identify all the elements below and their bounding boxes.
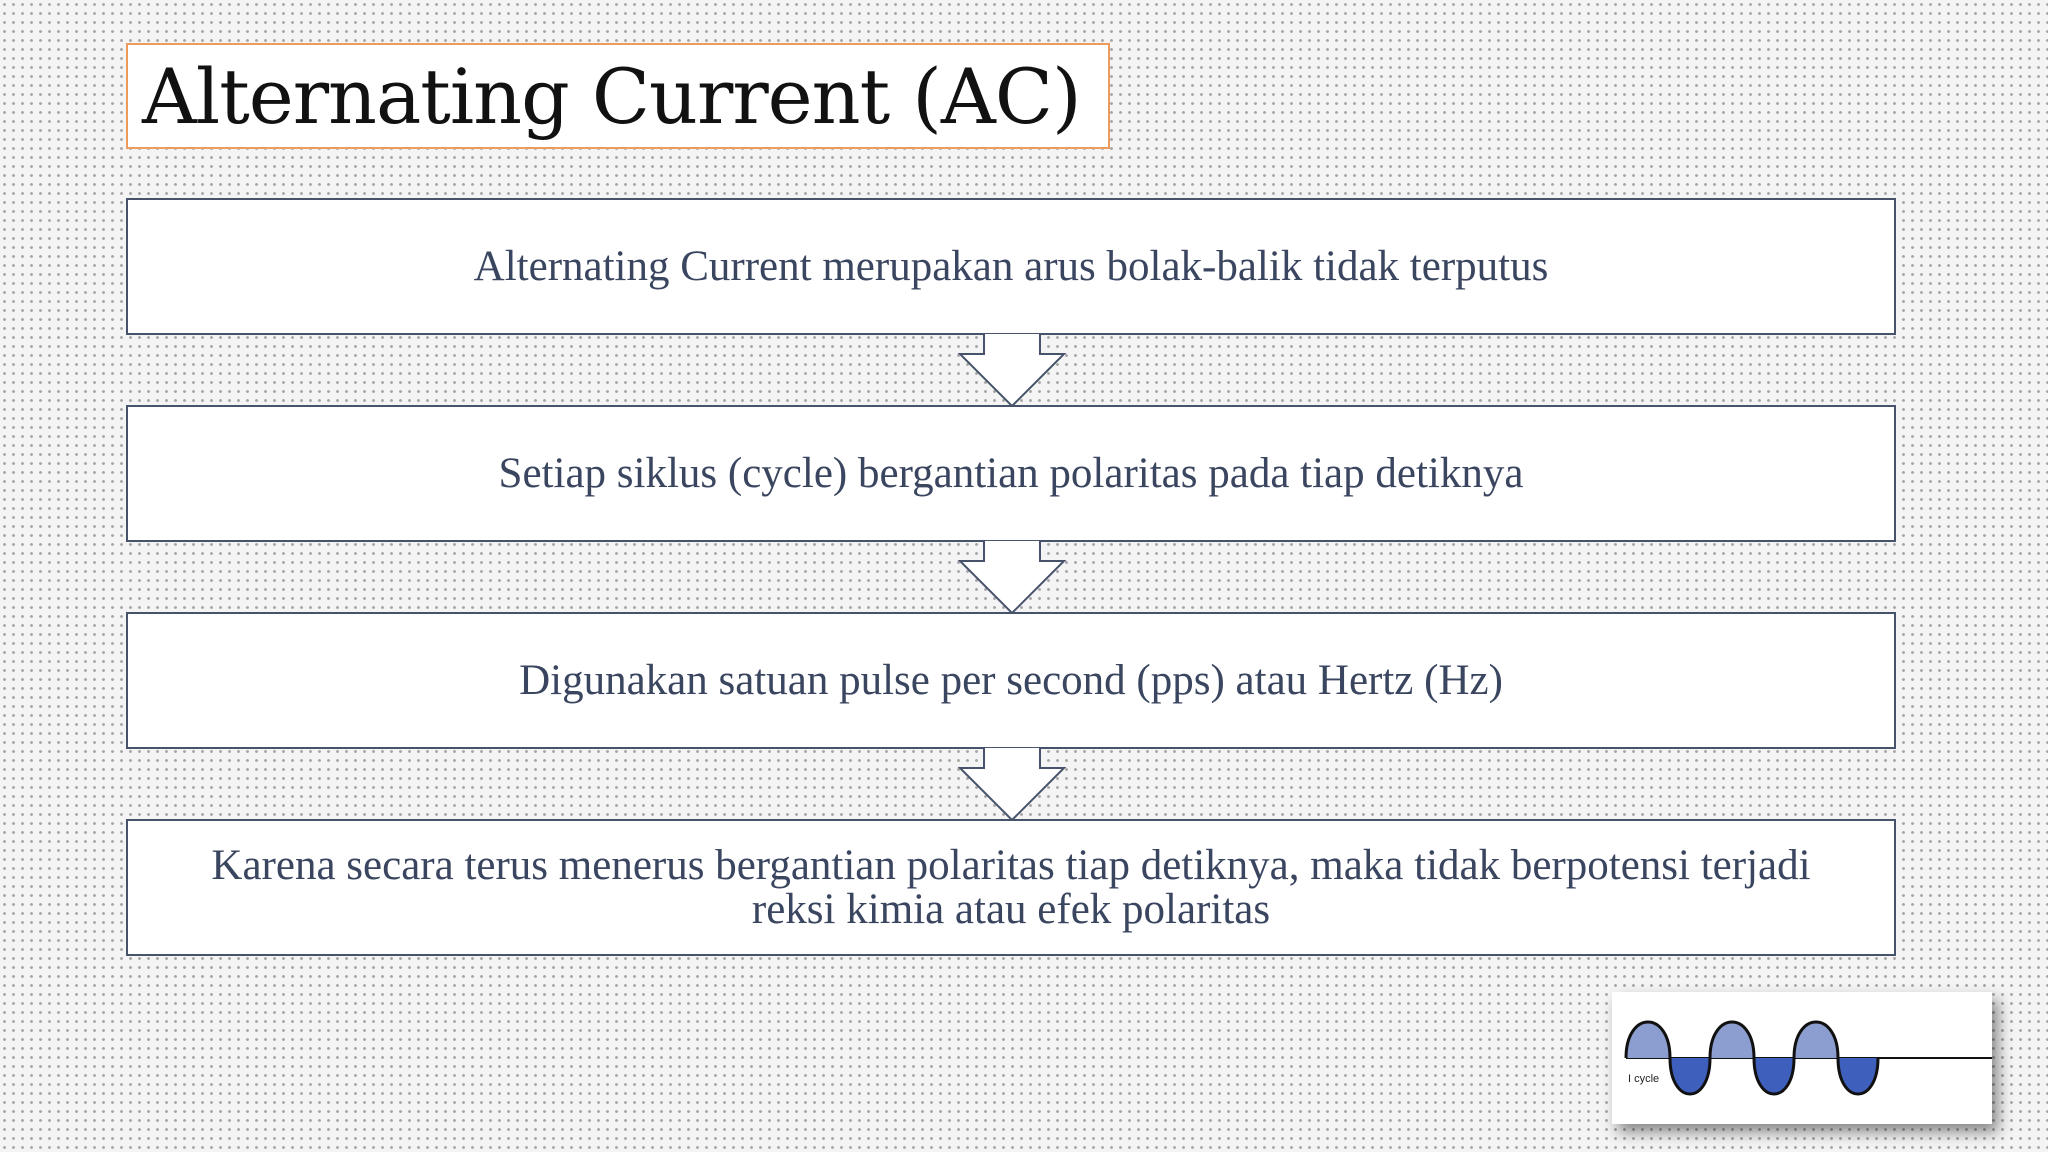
sine-wave-image — [1612, 992, 1992, 1124]
step-box-1 — [126, 198, 1896, 335]
step-text-1: Alternating Current merupakan arus bolak-balik tidak terputus — [473, 242, 1549, 290]
title-box — [126, 43, 1110, 149]
sine-wave-icon — [1612, 992, 1992, 1124]
step-text-2: Setiap siklus (cycle) bergantian polaritas pada tiap detiknya — [498, 449, 1524, 497]
step-box-2 — [126, 405, 1896, 542]
down-arrow-icon — [958, 334, 1066, 408]
step-text-4: Karena secara terus menerus bergantian polaritas tiap detiknya, maka tidak berpotensi terjadi reksi kimia atau efek polaritas — [211, 841, 1811, 933]
cycle-label: I cycle — [1628, 1073, 1660, 1085]
down-arrow-icon — [958, 541, 1066, 615]
down-arrow-icon — [958, 748, 1066, 822]
step-box-3 — [126, 612, 1896, 749]
step-box-4 — [126, 819, 1896, 956]
wave-positive-fill — [1626, 1022, 1838, 1058]
step-text-3: Digunakan satuan pulse per second (pps) atau Hertz (Hz) — [519, 656, 1503, 704]
slide-title: Alternating Current (AC) — [142, 51, 1081, 141]
